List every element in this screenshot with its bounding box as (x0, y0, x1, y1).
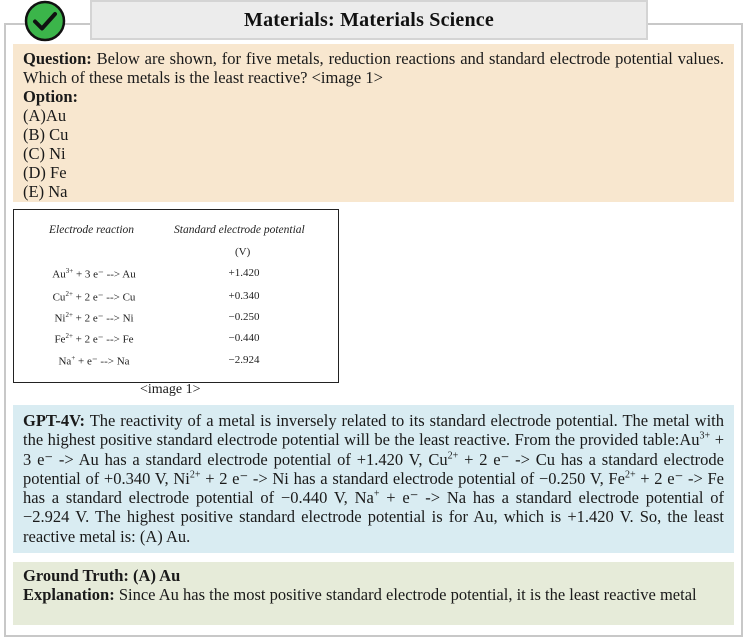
model-answer-box (13, 405, 734, 553)
explanation-text: Explanation: Since Au has the most positive standard electrode potential, it is the least reactive metal (23, 585, 697, 605)
option-e: (E) Na (23, 182, 68, 201)
check-circle-icon (24, 0, 66, 42)
col-header-potential: Standard electrode potential (174, 224, 305, 236)
image-caption: <image 1> (140, 382, 201, 397)
reaction-row: $Cu^{2+} + 2$ e⁻ --> Cu (52, 290, 136, 304)
option-c: (C) Ni (23, 144, 66, 163)
model-label: GPT-4V: (23, 411, 86, 430)
option-d: (D) Fe (23, 163, 67, 182)
question-body: Below are shown, for five metals, reduction reactions and standard electrode potential values. Which of these metals is the least reactive? <image 1> (23, 49, 725, 87)
electrode-table-image (13, 209, 339, 383)
potential-value: +0.340 (228, 290, 260, 302)
question-text (23, 49, 724, 87)
ground-truth-label: Ground Truth: (A) Au (23, 566, 181, 585)
potential-value: −0.440 (228, 332, 260, 344)
potential-value: −0.250 (228, 311, 260, 323)
potential-value: +1.420 (228, 267, 260, 279)
explanation-label: Explanation: (23, 585, 115, 605)
question-box (13, 44, 734, 202)
reaction-row: $Fe^{2+} + 2$ e⁻ --> Fe (54, 332, 134, 346)
reaction-row: Na+ + e⁻ --> Na (58, 354, 130, 368)
option-label: Option: (23, 87, 79, 106)
page-title: Materials: Materials Science (244, 8, 494, 31)
reaction-row: $Au^{3+} + 3$ e⁻ --> Au (52, 267, 136, 281)
option-b: (B) Cu (23, 125, 69, 144)
question-label: Question: (23, 49, 92, 68)
ground-truth-box (13, 562, 734, 625)
title-bar (90, 0, 648, 40)
col-unit: (V) (235, 246, 251, 258)
potential-value: −2.924 (228, 354, 260, 366)
model-answer-text: The reactivity of a metal is inversely related to its standard electrode potential. The metal with the highest positive standard electrode potential will be the least reactive. From the provided $table:Au^{3+} + 3$ e⁻ -> Au has a standard electrode potential of +1.420 V, $Cu^{2+} + 2$ e⁻ -> Cu has a standard electrode potential of +0.340 V, $Ni^{2+} + 2$ e⁻ -> Ni has a standard electrode potential of −0.250 V, $Fe^{2+} + 2$ e⁻ -> Fe has a standard electrode potential of −0.440 V, Na+ + e⁻ -> Na has a standard electrode potential of −2.924 V. The highest positive standard electrode potential is for Au, which is +1.420 V. So, the least reactive metal is: (A) Au. (23, 411, 725, 546)
col-header-reaction: Electrode reaction (49, 224, 135, 236)
option-a: (A)Au (23, 106, 67, 125)
reaction-row: $Ni^{2+} + 2$ e⁻ --> Ni (54, 311, 134, 325)
